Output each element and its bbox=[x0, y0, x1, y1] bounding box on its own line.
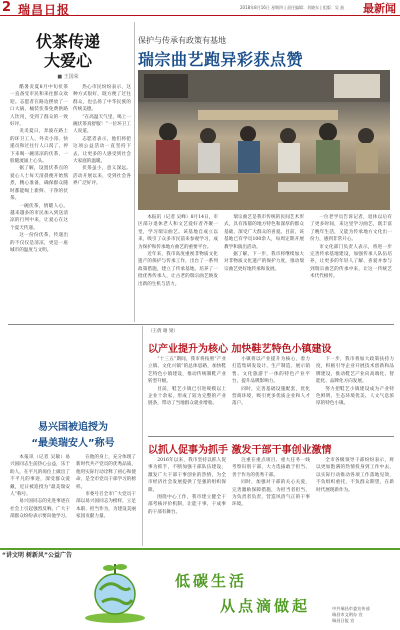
paragraph: 这一份份伏茶，传递出的不仅仅是清凉，更是一座城市的温度与文明。 bbox=[10, 233, 68, 253]
bottom-mid-column-1 bbox=[148, 457, 226, 543]
paragraph: 下一步，我市将加大政策扶持力度，积极引导企业开展技术创新和品牌建设，推动鞋艺产业向高端化、智能化、品牌化方向发展。 bbox=[316, 357, 394, 385]
feature-title: 瑞宗曲艺跑异彩获点赞 bbox=[138, 50, 304, 69]
section-divider bbox=[148, 436, 394, 437]
paragraph: “十三五”期间，我市将按照“产业立镇、文化兴镇”的总体思路，加快鞋艺特色小镇建设，推动传统制鞋产业转型升级。 bbox=[148, 357, 226, 385]
mid-article-column-3 bbox=[316, 356, 394, 432]
bottom-left-column-1 bbox=[10, 454, 70, 542]
newspaper-logo: 瑞昌日报 bbox=[18, 3, 71, 17]
paragraph: 全市各级领导干部纷纷表示，将以更加饱满的热情投身到工作中去，以实际行动推动各项工作落地见效，不负组织重托，不负群众期望，在新时代展现新作为。 bbox=[316, 458, 394, 493]
mid-article-title: 以产业提升为核心 加快鞋艺特色小镇建设 bbox=[148, 344, 332, 355]
ad-header: “讲文明 树新风”公益广告 bbox=[2, 552, 72, 559]
bottom-left-title-2: “最美瑞安人”称号 bbox=[31, 438, 115, 449]
section-divider bbox=[8, 324, 394, 325]
paragraph: 伏茶虽小，意义深远。活动开展以来，受到社会各界广泛好评。 bbox=[73, 166, 131, 187]
mid-article-author: （王倩 谢 梁） bbox=[148, 329, 178, 334]
paragraph: 近年来，我市高度重视非物质文化遗产的保护与传承工作，出台了一系列政策措施，建立了传承基地，培养了一批优秀传承人，让古老的瑞宗曲艺焕发出新的生机与活力。 bbox=[138, 252, 218, 287]
feature-column-2 bbox=[224, 214, 304, 318]
paragraph: 市文化部门负责人表示，将进一步完善传承基地建设，加强传承人队伍培养，让更多的年轻人了解、喜爱并参与到瑞宗曲艺的传承中来，让这一传统艺术代代相传。 bbox=[310, 244, 392, 280]
column-divider bbox=[134, 22, 135, 322]
ad-slogan-line-2: 从点滴做起 bbox=[220, 597, 311, 615]
globe-plant-illustration bbox=[78, 562, 152, 624]
paragraph: 据了解，设置伏茶点的爱心人士每天清晨便开始熬煮，精心准备，确保群众随时都能喝上新鲜、干净的伏茶。 bbox=[10, 166, 68, 202]
paragraph: 市委号召全市广大党员干部以易兴国同志为榜样，立足本职、担当作为，为建设美丽家园贡献力量。 bbox=[76, 492, 136, 520]
left-article-author: ■ 王国荣 bbox=[57, 74, 79, 80]
section-name: 最新闻 bbox=[363, 2, 396, 15]
paragraph: 瑞宗曲艺是我市传统的民间艺术形式，具有浓郁的地方特色和深厚的群众基础，深受广大群众的喜爱。目前，该基地已有学员100余人，每周定期开展教学和演出活动。 bbox=[224, 215, 304, 250]
paragraph: 本报讯（记者 吴敏）易兴国同志生前热心公益，乐于助人，在平凡的岗位上做出了不平凡的事迹，深受群众爱戴，近日被追授为“最美瑞安人”称号。 bbox=[10, 455, 70, 498]
header-meta: 2018年8月16日 星期四 | 责任编辑：刘晓东 | 组版：吴 喆 bbox=[240, 5, 345, 10]
paragraph: 热心市民纷纷表示，这种方式很好，既方便了过往群众，也弘扬了中华民族的传统美德。 bbox=[73, 85, 131, 113]
feature-photo bbox=[138, 70, 390, 210]
bottom-left-column-2 bbox=[76, 454, 136, 542]
bottom-mid-title: 以抓人促事为抓手 激发干部干事创业激情 bbox=[148, 445, 332, 456]
paragraph: 目前，鞋艺小镇已引进规模以上企业十余家，形成了较为完整的产业链条，带动了当地群众就业增收。 bbox=[148, 386, 226, 407]
paragraph: 一碗伏茶，情暖人心。越来越多的市民加入到送清凉的行列中来，让爱心在这个夏天传递。 bbox=[10, 203, 68, 231]
page-number: 2 bbox=[2, 0, 12, 15]
bottom-mid-column-2 bbox=[232, 457, 310, 543]
feature-pre-title: 保护与传承有政策有基地 bbox=[138, 36, 226, 45]
paragraph: 注重在重点项目、重大任务一线考察识别干部，大力选拔敢于担当、善于作为的优秀干部。 bbox=[232, 458, 310, 478]
leaf-icon bbox=[78, 562, 152, 624]
bottom-left-title-1: 易兴国被追授为 bbox=[38, 422, 108, 433]
paragraph: 努力把鞋艺小镇建设成为产业特色鲜明、生态环境优美、人文气息浓厚的特色小镇。 bbox=[316, 386, 394, 407]
paragraph: 酷暑炎夏8月中旬伏茶一直备受市民和来往群众欢迎。志愿者在路边摆放了一口大锅，桶装伏茶免费供路人饮用，受到了群众的一致好评。 bbox=[10, 85, 68, 128]
ad-footer: 中共瑞昌市委宣传部 瑞昌市文明办 宣 瑞昌日报 宣 bbox=[332, 606, 370, 623]
feature-column-1 bbox=[138, 214, 218, 318]
paragraph: 小镇将以产业提升为核心，着力打造集研发设计、生产制造、展示销售、文化旅游于一体的特色产业平台，提升品牌影响力。 bbox=[232, 357, 310, 385]
paragraph: 同时，完善基础设施配套，优化营商环境，吸引更多优质企业和人才落户。 bbox=[232, 386, 310, 407]
mid-article-column-1 bbox=[148, 356, 226, 432]
paragraph: 围绕中心工作，我市建立健全干部考核评价机制，让能干事、干成事的干部有舞台。 bbox=[148, 495, 226, 515]
column-divider bbox=[142, 326, 143, 546]
paragraph: 本报讯（记者 吴峰）8月14日，市区部分退休老人和文艺爱好者齐聚一堂，学习瑞宗曲艺。该基地自成立以来，吸引了众多市民前来参观学习，成为保护和传承地方曲艺的重要平台。 bbox=[138, 215, 218, 250]
left-article-title: 伏茶传递 大爱心 bbox=[35, 32, 100, 70]
paragraph: 志愿者表示，他们将把这项公益活动一直坚持下去，让更多的人感受到社会大家庭的温暖。 bbox=[73, 136, 131, 165]
paragraph: 在他的身上，充分体现了新时代共产党员的优秀品质，他用实际行动诠释了初心和使命，是全市党员干部学习的榜样。 bbox=[76, 455, 136, 490]
ad-slogan-line-1: 低碳生活 bbox=[175, 572, 248, 590]
feature-column-3 bbox=[310, 214, 392, 318]
paragraph: 一位老学员告诉记者，退休以后有了更多时间，来这里学习曲艺，既丰富了晚年生活，又能为传承地方文化出一份力，感到非常开心。 bbox=[310, 215, 392, 243]
left-article-column-1 bbox=[10, 84, 68, 312]
classroom-photo-illustration bbox=[138, 70, 390, 210]
paragraph: 2016年以来，我市坚持以抓人促事为抓手，不断加强干部队伍建设，激发广大干部干事创业的热情，为全市经济社会发展提供了坚强的组织保障。 bbox=[148, 458, 226, 493]
bottom-mid-column-3 bbox=[316, 457, 394, 543]
paragraph: 炎炎夏日，奔波在路上的环卫工人、外卖小哥、快递员和过往行人口渴了，停下来喝一碗清凉的伏茶，一股暖流涌上心头。 bbox=[10, 129, 68, 165]
paragraph: 易兴国同志的先进事迹在社会上引起强烈反响，广大干部群众纷纷表示要向他学习。 bbox=[10, 499, 70, 520]
paragraph: “在高温天气里，喝上一碗伏茶真舒服！”一位环卫工人说道。 bbox=[73, 114, 131, 135]
left-article-column-2 bbox=[73, 84, 131, 312]
paragraph: 据了解，下一步，我市将继续加大对非物质文化遗产的保护力度，推动瑞宗曲艺更好地传承和发展。 bbox=[224, 252, 304, 272]
paragraph: 同时，加强对干部的关心关爱，完善激励保障措施，为担当者担当，为负责者负责，营造风清气正的干事环境。 bbox=[232, 480, 310, 508]
mid-article-column-2 bbox=[232, 356, 310, 432]
